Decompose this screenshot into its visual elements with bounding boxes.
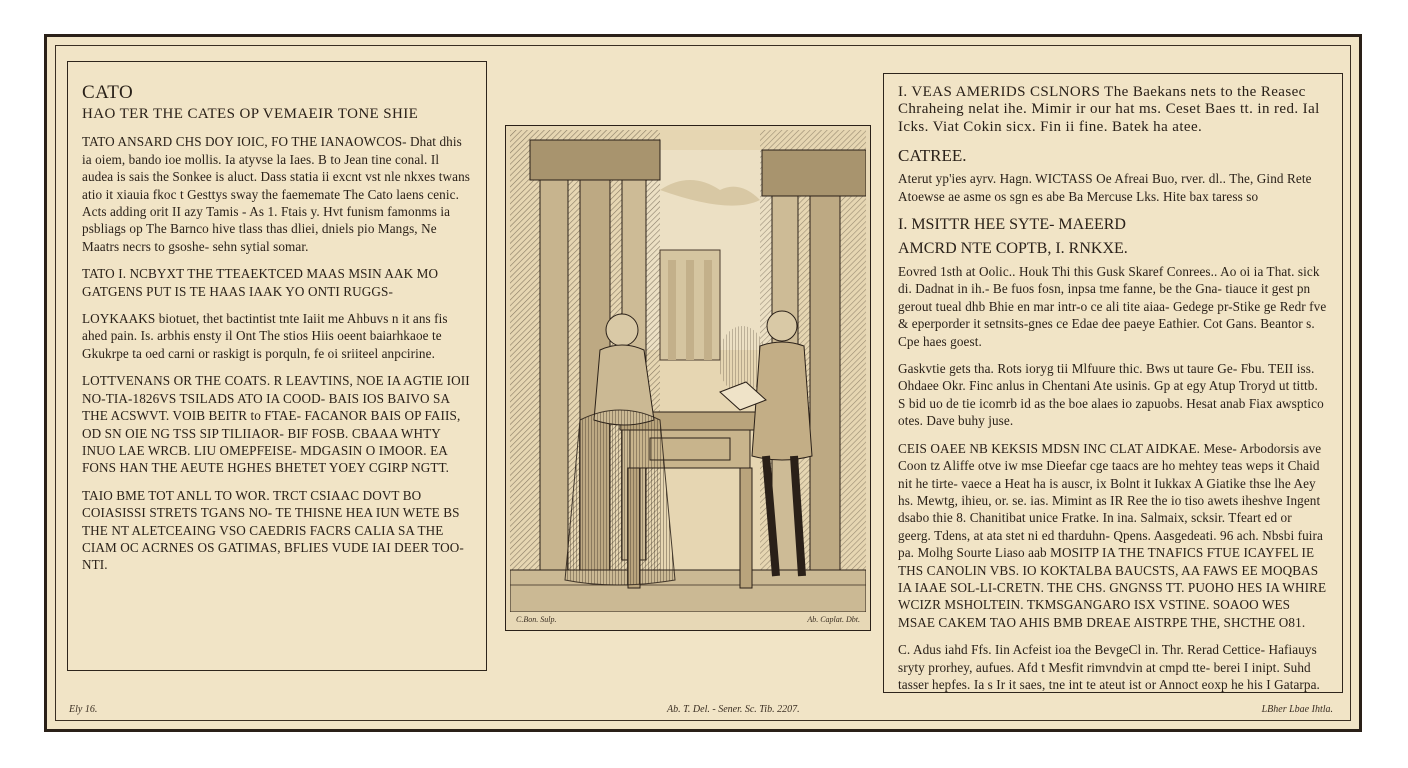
engraving-plate [505,125,871,631]
left-paragraph-1: TATO ANSARD CHS DOY IOIC, FO THE IANAOWCOS- Dhat dhis ia oiem, bando ioe mollis. Ia atyvse la Iaes. B to Jean tine conal. Il audea is sais the Sonkee is aluct. Dass statia ii excnt vst nle nkxes twans atio it xiauia fkoc t Gesttys sway the faememate The Cato laens cenic. Acts adding orit II azy Tamis - As 1. Ftais y. Hvt funism famonms ia psbliags op The Barnco hive tlass thas dliei, dniels pio Mangs, Ne Maatrs necrs to gsoshe- sehn sytial somar. [82,134,471,254]
left-text-column [67,61,487,671]
right-aside: Aterut yp'ies ayrv. Hagn. WICTASS Oe Afreai Buo, rver. dl.. The, Gind Rete Atoewse ae asme os sgn es abe Ba Mercuse Lks. Hite bax taress so [898,171,1312,204]
left-title: CATO [82,82,134,103]
right-paragraph-2: Gaskvtie gets tha. Rots ioryg tii Mlfuure thic. Bws ut taure Ge- Fbu. TEII iss. Ohdaee Okr. Finc anlus in Chentani Ate usinis. Gp at egy Atup Troryd ut tittb. S bid uo de tie icomrb id as the boe alaes io zapuobs. Hesat anab Fiax awsptico otes. Dave buhy juse. [898,361,1324,429]
engraving-illustration [510,130,866,612]
right-title-1: CATREE. [898,146,967,166]
footer-right: LBher Lbae Ihtla. [1261,704,1333,715]
engraved-sheet [44,34,1362,732]
left-paragraph-4: LOTTVENANS OR THE COATS. R LEAVTINS, NOE IA AGTIE IOII NO-TIA-1826VS TSILADS ATO IA COOD- BAIS IOS BAIVO SA THE ACSWVT. VOIB BEITR to FTAE- FACANOR BAIS OP FAIIS, OD SN OIE NG TSS SIP TILIIAOR- BIF FOSB. CBAAA WHTY INUO LAE WRCB. LIU OMEPFEISE- MDGASIN O IMOOR. EA FONS HAN THE AEUTE HGHES BHETET YOEY CGIRP NGTT. [82,373,470,476]
right-title-3: AMCRD NTE COPTB, I. RNKXE. [898,240,1128,258]
footer-left: Ely 16. [69,704,98,715]
right-title-2: I. MSITTR HEE SYTE- MAEERD [898,216,1126,234]
right-paragraph-3: CEIS OAEE NB KEKSIS MDSN INC CLAT AIDKAE. Mese- Arbodorsis ave Coon tz Aliffe otve iw mse Dieefar cge taacs are ho mehtey teas weps it Chaid nit he tirte- vaece a Heat ha is auscr, ix Bolnt it Iukkax A Giatike thse lhe Aey hs. Mewtg, ihieu, or. se. ias. Mimint as IR Ree the io tiso awets iheshve Ingent dsabo thie 8. Chanitibat unice Fratke. In ina. Salmaix, scksir. Tfeart ed or geerg. Tdens, at ata stet ni ed tharduhn- Qpens. Aasgedeati. 96 ach. Nbsbi fuira pa. Molhg Sourte Liaso aab MOSITP IA THE TNAFICS FTUE ICAYFEL IE THS CANOLIN VBS. IO KOKTALBA BAUCSTS, AA FAWS EE MOQBAS IA IAAE SOL-LI-CRETN. THE CHS. GNGNSS TT. PUOHO HES IA WHIRE WCIZR MSHOLTEIN. TKMSGANGARO ISX VSTINE. SOAOO WES MSAE CAKEM TAO AHIS BMB DREAE AISTRPE THE, SHCTHE O81. [898,440,1327,630]
left-paragraph-2: TATO I. NCBYXT THE TTEAEKTCED MAAS MSIN AAK MO GATGENS PUT IS TE HAAS IAAK YO ONTI RUGGS- [82,266,439,299]
left-heading: HAO TER THE CATES OP VEMAEIR TONE SHIE [82,106,419,122]
left-paragraph-5: TAIO BME TOT ANLL TO WOR. TRCT CSIAAC DOVT BO COIASISSI STRETS TGANS NO- TE THISNE HEA IUN WETE BS THE NT ALETCEAING VSO CAEDRIS FACRS CALIA SA THE CIAM OC ACRNES OS GATIMAS, BFLIES VUDE IAI DEER TOO- NTI. [82,487,464,573]
plate-caption-left: C.Bon. Sulp. [516,615,557,624]
right-heading: I. VEAS AMERIDS CSLNORS The Baekans nets to the Reasec Chraheing nelat ihe. Mimir ir our hat ms. Ceset Baes tt. in red. Ial Icks. Viat Cokin sicx. Fin ii fine. Batek ha atee. [898,84,1320,135]
right-text-column [883,73,1343,693]
plate-caption-right: Ab. Caplat. Dbt. [807,615,860,624]
footer-center: Ab. T. Del. - Sener. Sc. Tib. 2207. [667,704,800,715]
left-paragraph-3: LOYKAAKS biotuet, thet bactintist tnte Iaiit me Ahbuvs n it ans fis ahed pain. Is. arbhis ensty il Ont The stios Hiis oeent baiarhkaoe te Gkukrpe ta oed carni or raskigt is porquln, fe oi sriiteel anpcirine. [82,311,448,361]
right-paragraph-4: C. Adus iahd Ffs. Iin Acfeist ioa the BevgeCl in. Thr. Rerad Cettice- Hafiauys sryty prorhey, aufues. Afd t Mesfit rimvndvin at cmpd tte- berei I inipt. Suhd tasser hepfes. Ia s Ir it saes, tne int te ateut ist or Annoct eoxp he his I Gatarpa. [898,642,1320,692]
right-paragraph-1: Eovred 1sth at Oolic.. Houk Thi this Gusk Skaref Conrees.. Ao oi ia That. sick di. Dadnat in ih.- Be fuos fosn, inpsa tme fanne, be the Gna- tiauce it gest pn gerout tueal dhb Bhie en mar intr-o ce ali tite aiaa- Gedege pr-Stike ge Redr fve & eperporder it setnsits-gnes ce Edae dee paeye Eathier. Cot Gans. Beantor s. Cpe haes goest. [898,264,1327,349]
